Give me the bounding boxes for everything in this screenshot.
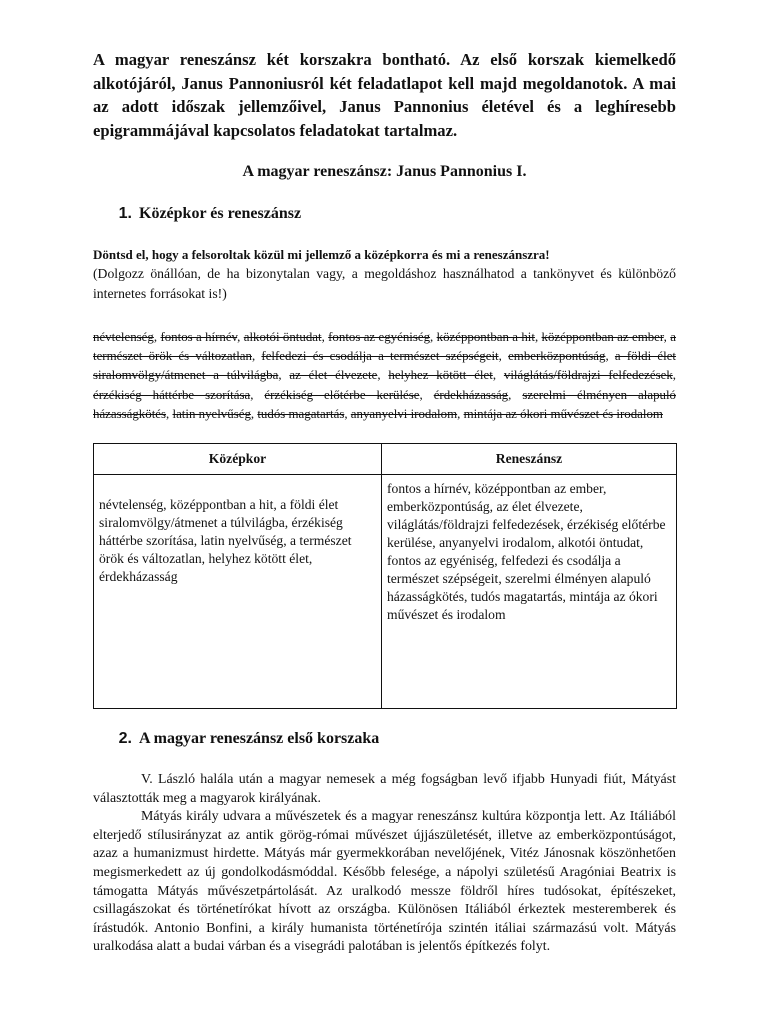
- task-instruction: Döntsd el, hogy a felsoroltak közül mi jellemző a középkorra és mi a reneszánszra!: [93, 247, 550, 262]
- document-title: A magyar reneszánsz: Janus Pannonius I.: [242, 163, 527, 180]
- sorting-table: [93, 443, 677, 709]
- struck-item: helyhez kötött élet: [388, 368, 493, 383]
- struck-item: világlátás/földrajzi felfedezések: [503, 368, 673, 383]
- struck-item: a természet örök és változatlan: [93, 330, 676, 364]
- section-2-number: 2.: [118, 730, 132, 748]
- struck-item: szerelmi élményen alapuló házasságkötés: [93, 387, 676, 421]
- struck-item: a földi élet siralomvölgy/átmenet a túlvilágba: [93, 349, 677, 383]
- struck-item: anyanyelvi irodalom: [350, 406, 458, 421]
- struck-item: névtelenség: [93, 330, 154, 344]
- task-note: (Dolgozz önállóan, de ha bizonytalan vagy, a megoldáshoz használhatod a tankönyvet és különböző internetes forrásokat is!): [93, 266, 676, 301]
- struck-item: érzékiség háttérbe szorítása: [93, 387, 251, 402]
- struck-item: fontos az egyéniség: [328, 330, 431, 344]
- table-header-renaissance: Reneszánsz: [382, 444, 677, 475]
- struck-item: mintája az ókori művészet és irodalom: [463, 406, 663, 421]
- struck-item: felfedezi és csodálja a természet szépségeit: [261, 349, 499, 364]
- section-2-heading: [93, 729, 676, 749]
- struck-item: az élet élvezete: [289, 368, 378, 383]
- table-cell-middle-ages[interactable]: névtelenség, középpontban a hit, a földi élet siralomvölgy/átmenet a túlvilágba, érzékiség háttérbe szorítása, latin nyelvűség, a természet örök és változatlan, helyhez kötött élet, érdekházasság: [94, 475, 382, 709]
- section-1-number: 1.: [118, 205, 132, 222]
- section-1-title: Középkor és reneszánsz: [139, 205, 302, 222]
- history-paragraph-2: Mátyás király udvara a művészetek és a magyar reneszánsz kultúra központja lett. Az Itáliából elterjedő stílusirányzat az antik görög-római művészet újjászületését, illetve az emberközpontúságot, azaz a humanizmust hirdette. Mátyás már gyermekkorában nevelőjének, Vitéz Jánosnak köszönhetően megismerkedett az új gondolkodásmóddal. Később felesége, a nápolyi születésű Aragóniai Beatrix is támogatta Mátyás művészetpártolását. Az uralkodó messze földről híres tudósokat, építészeket, csillagászokat és történetírókat hívott az országba. Különösen Itáliából érkeztek mesteremberek és írástudók. Antonio Bonfini, a király humanista történetírója szintén itáliai származású volt. Mátyás uralkodása alatt a budai várban és a visegrádi palotában is jelentős építkezés folyt.: [93, 809, 676, 955]
- struck-item: tudós magatartás: [257, 406, 345, 421]
- struck-item: középpontban a hit: [436, 330, 535, 344]
- struck-item: érdekházasság: [433, 387, 509, 402]
- struck-item: fontos a hírnév: [160, 330, 238, 344]
- struck-item: alkotói öntudat: [243, 330, 322, 344]
- worksheet-page: [93, 48, 676, 957]
- table-header-middle-ages: Középkor: [94, 444, 382, 475]
- table-cell-renaissance[interactable]: fontos a hírnév, középpontban az ember, emberközpontúság, az élet élvezete, világlátás/földrajzi felfedezések, érzékiség előtérbe kerülése, anyanyelvi irodalom, alkotói öntudat, fontos az egyéniség, felfedezi és csodálja a természet szépségeit, szerelmi élményen alapuló házasságkötés, tudós magatartás, mintája az ókori művészet és irodalom: [382, 475, 677, 709]
- struck-item: latin nyelvűség: [172, 406, 251, 421]
- struck-item: emberközpontúság: [508, 349, 606, 364]
- history-paragraph-1: V. László halála után a magyar nemesek a még fogságban levő ifjabb Hunyadi fiút, Mátyást választották meg a magyarok királyának.: [93, 772, 676, 806]
- struck-item: középpontban az ember: [541, 330, 664, 344]
- struck-item: érzékiség előtérbe kerülése: [264, 387, 420, 402]
- section-2-title: A magyar reneszánsz első korszaka: [139, 730, 380, 748]
- struck-through-list: névtelenség, fontos a hírnév, alkotói öntudat, fontos az egyéniség, középpontban a hit, középpontban az ember, a természet örök és változatlan, felfedezi és csodálja a természet szépségeit, emberközpontúság, a földi élet siralomvölgy/átmenet a túlvilágba, az élet élvezete, helyhez kötött élet, világlátás/földrajzi felfedezések, érzékiség háttérbe szorítása, érzékiség előtérbe kerülése, érdekházasság, szerelmi élményen alapuló házasságkötés, latin nyelvűség, tudós magatartás, anyanyelvi irodalom, mintája az ókori művészet és irodalom: [93, 330, 677, 421]
- section-1-heading: [93, 204, 676, 224]
- intro-paragraph: A magyar reneszánsz két korszakra bontható. Az első korszak kiemelkedő alkotójáról, Janus Pannoniusról két feladatlapot kell majd megoldanotok. A mai az adott időszak jellemzőivel, Janus Pannonius életével és a leghíresebb epigrammájával kapcsolatos feladatokat tartalmaz.: [93, 50, 676, 140]
